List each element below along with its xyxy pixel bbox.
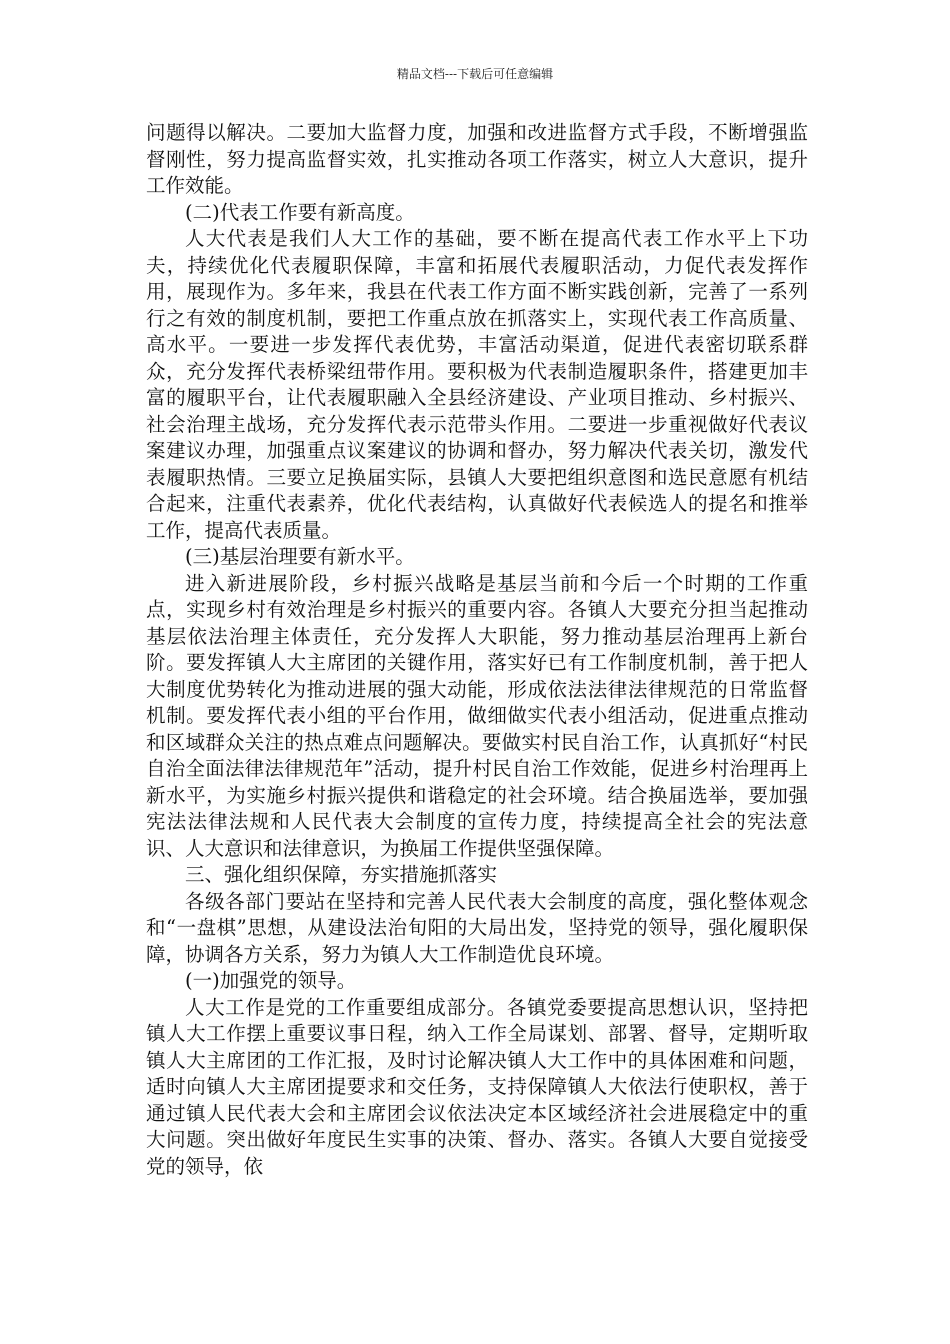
- section-heading-grassroots: (三)基层治理要有新水平。: [185, 545, 415, 568]
- section-heading-organization: 三、强化组织保障，夯实措施抓落实: [185, 863, 498, 886]
- page-header: 精品文档---下载后可任意编辑: [396, 67, 554, 81]
- section-heading-party-leadership: (一)加强党的领导。: [185, 969, 357, 992]
- document-body: [146, 120, 808, 1180]
- paragraph-continuation: 问题得以解决。二要加大监督力度，加强和改进监督方式手段，不断增强监督刚性，努力提高监督实效，扎实推动各项工作落实，树立人大意识，提升工作效能。: [146, 121, 808, 197]
- section-heading-representatives: (二)代表工作要有新高度。: [185, 200, 415, 224]
- paragraph-organization: 各级各部门要站在坚持和完善人民代表大会制度的高度，强化整体观念和“一盘棋”思想，从建设法治旬阳的大局出发，坚持党的领导，强化履职保障，协调各方关系，努力为镇人大工作制造优良环境。: [146, 889, 808, 966]
- paragraph-representatives: 人大代表是我们人大工作的基础，要不断在提高代表工作水平上下功夫，持续优化代表履职保障，丰富和拓展代表履职活动，力促代表发挥作用，展现作为。多年来，我县在代表工作方面不断实践创新，完善了一系列行之有效的制度机制，要把工作重点放在抓落实上，实现代表工作高质量、高水平。一要进一步发挥代表优势，丰富活动渠道，促进代表密切联系群众，充分发挥代表桥梁纽带作用。要积极为代表制造履职条件，搭建更加丰富的履职平台，让代表履职融入全县经济建设、产业项目推动、乡村振兴、社会治理主战场，充分发挥代表示范带头作用。二要进一步重视做好代表议案建议办理，加强重点议案建议的协调和督办，努力解决代表关切，激发代表履职热情。三要立足换届实际，县镇人大要把组织意图和选民意愿有机结合起来，注重代表素养，优化代表结构，认真做好代表候选人的提名和推举工作，提高代表质量。: [146, 227, 808, 542]
- paragraph-grassroots: 进入新进展阶段，乡村振兴战略是基层当前和今后一个时期的工作重点，实现乡村有效治理是乡村振兴的重要内容。各镇人大要充分担当起推动基层依法治理主体责任，充分发挥人大职能，努力推动基层治理再上新台阶。要发挥镇人大主席团的关键作用，落实好已有工作制度机制，善于把人大制度优势转化为推动进展的强大动能，形成依法法律法律规范的日常监督机制。要发挥代表小组的平台作用，做细做实代表小组活动，促进重点推动和区域群众关注的热点难点问题解决。要做实村民自治工作，认真抓好“村民自治全面法律法律规范年”活动，提升村民自治工作效能，促进乡村治理再上新水平，为实施乡村振兴提供和谐稳定的社会环境。结合换届选举，要加强宪法法律法规和人民代表大会制度的宣传力度，持续提高全社会的宪法意识、人大意识和法律意识，为换届工作提供坚强保障。: [146, 571, 808, 860]
- paragraph-party-leadership: 人大工作是党的工作重要组成部分。各镇党委要提高思想认识，坚持把镇人大工作摆上重要议事日程，纳入工作全局谋划、部署、督导，定期听取镇人大主席团的工作汇报，及时讨论解决镇人大工作中的具体困难和问题，适时向镇人大主席团提要求和交任务，支持保障镇人大依法行使职权，善于通过镇人民代表大会和主席团会议依法决定本区域经济社会进展稳定中的重大问题。突出做好年度民生实事的决策、督办、落实。各镇人大要自觉接受党的领导，依: [146, 995, 808, 1178]
